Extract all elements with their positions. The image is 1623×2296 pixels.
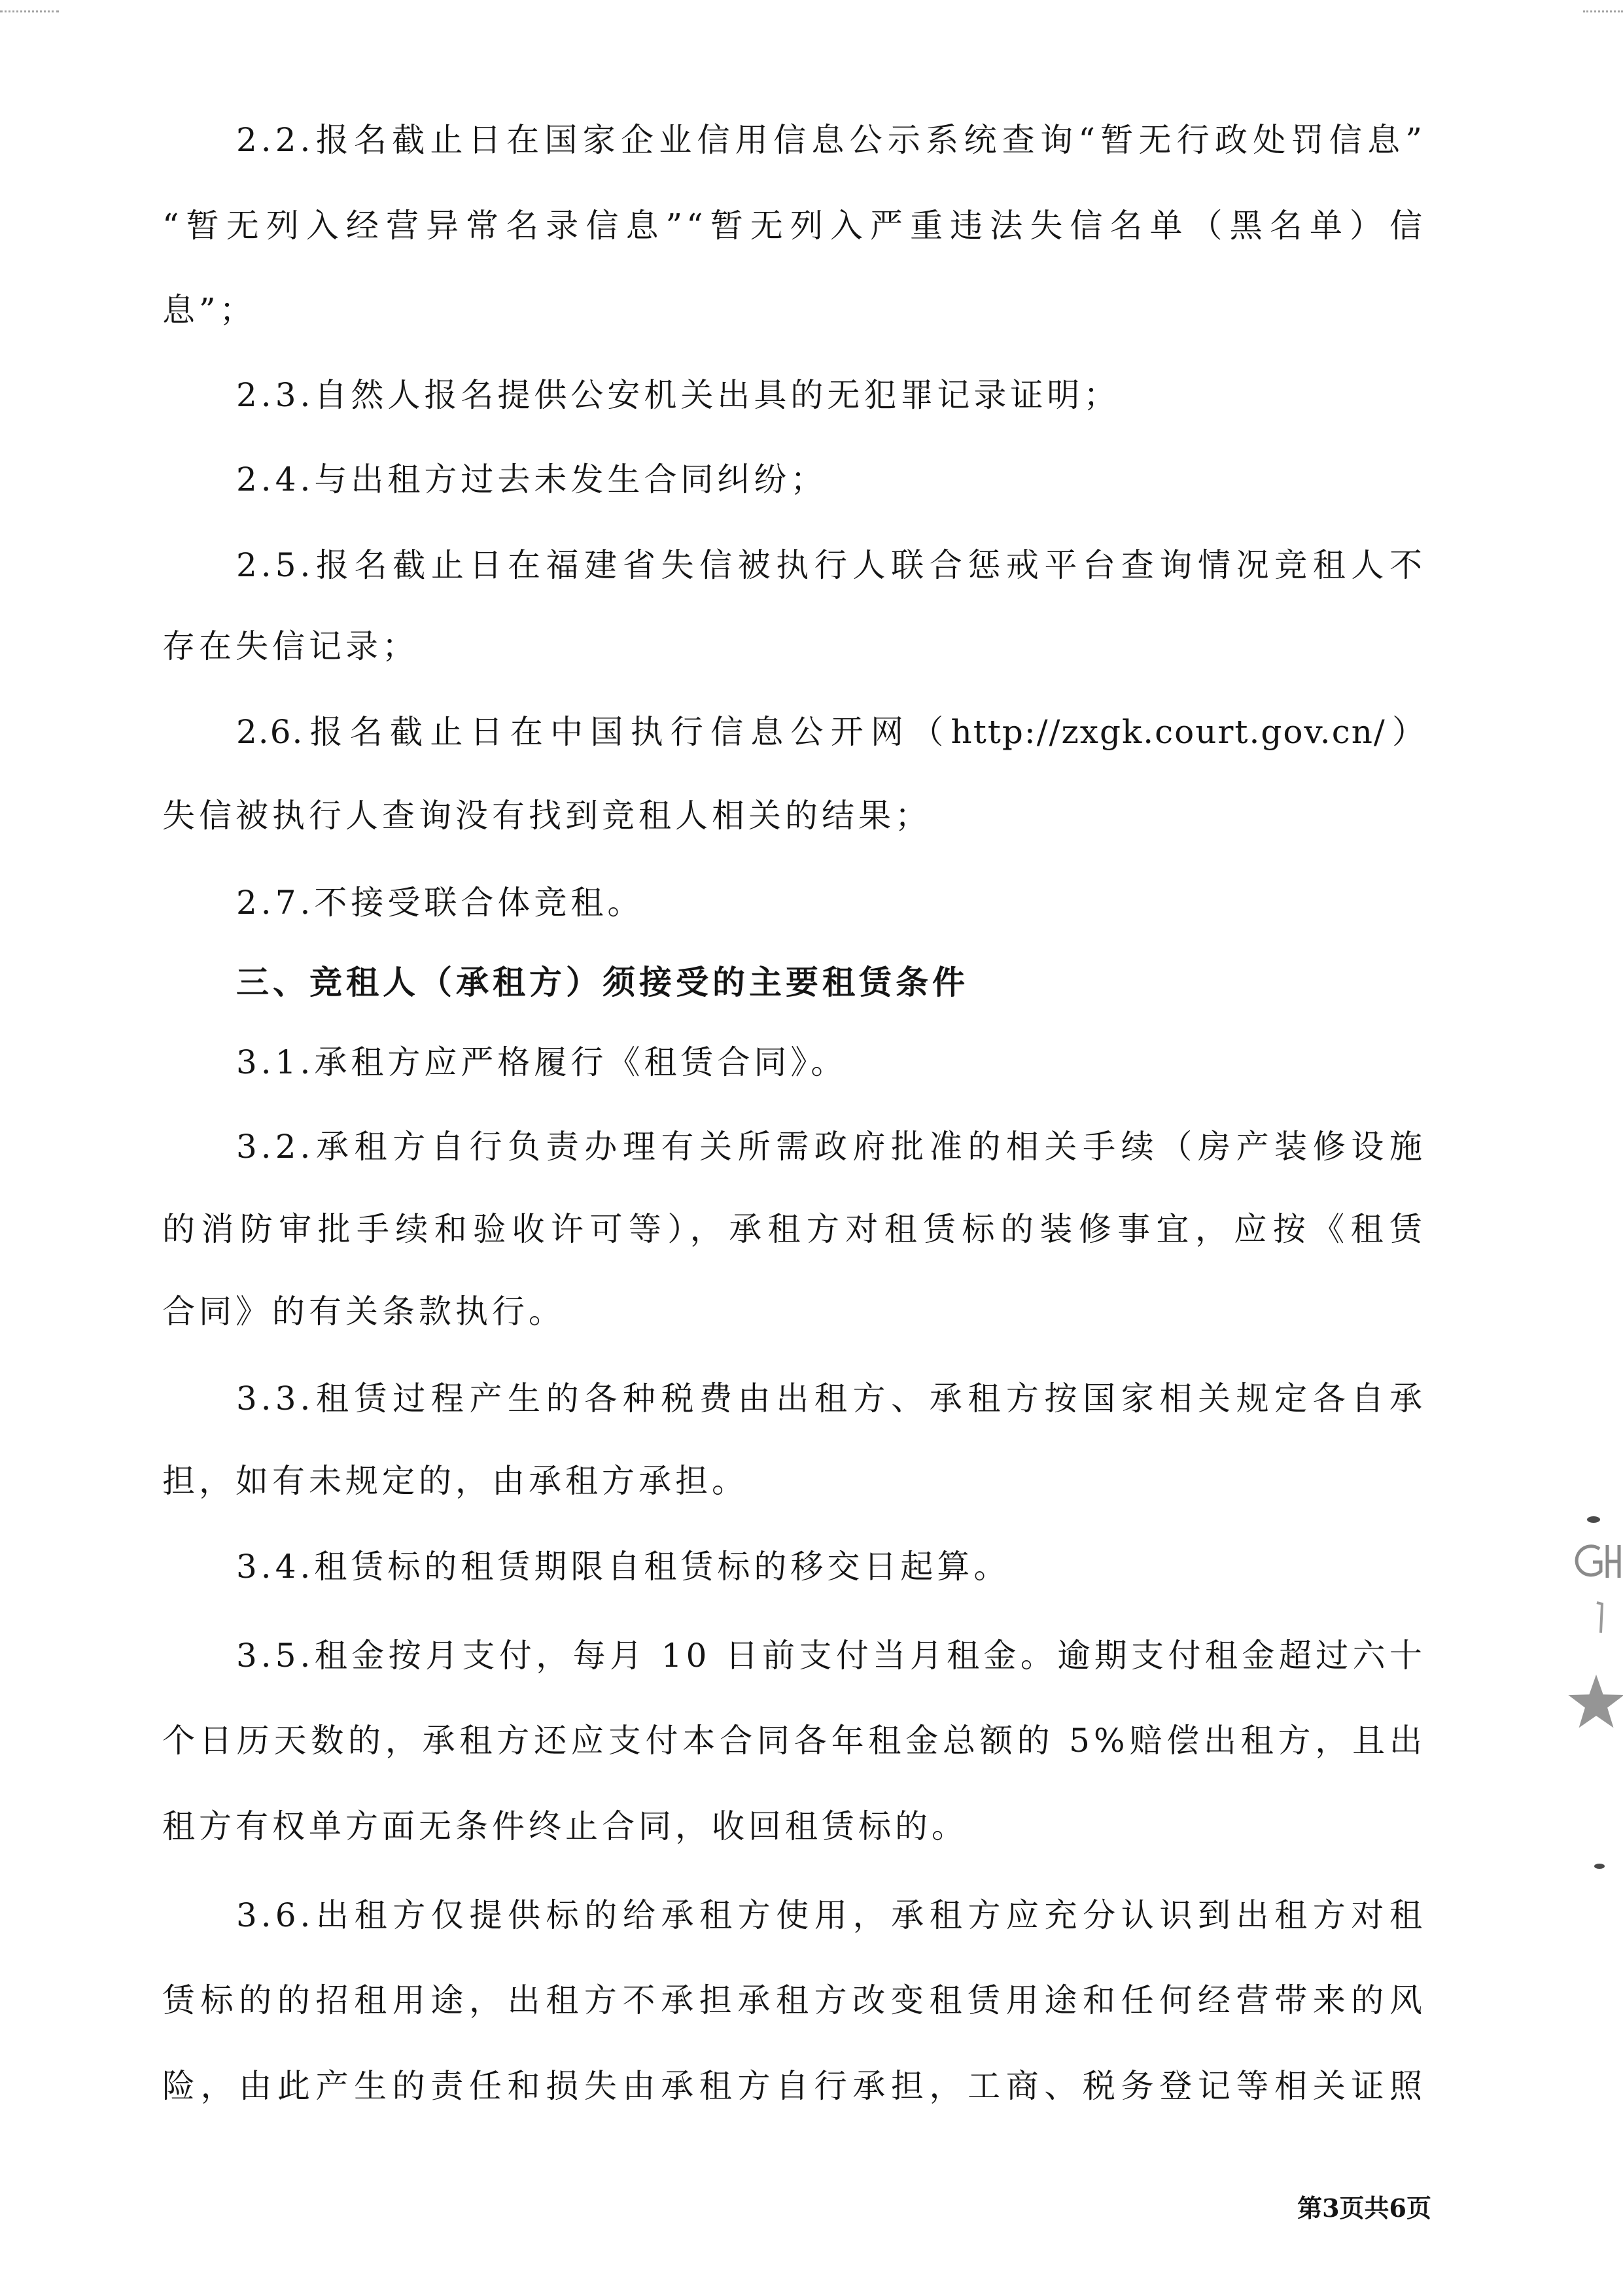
clause-2-2-line-1: 2.2.报名截止日在国家企业信用信息公示系统查询“暂无行政处罚信息” [236, 121, 1426, 159]
seal-fragment-graphic [1567, 1505, 1623, 1884]
clause-2-6-line-2: 失信被执行人查询没有找到竞租人相关的结果； [162, 797, 932, 835]
clause-3-1: 3.1.承租方应严格履行《租赁合同》。 [236, 1043, 848, 1081]
clause-3-5-line-3: 租方有权单方面无条件终止合同，收回租赁标的。 [162, 1807, 968, 1845]
scan-artifact-right [1583, 10, 1623, 12]
clause-3-3-line-1: 3.3.租赁过程产生的各种税费由出租方、承租方按国家相关规定各自承 [236, 1380, 1426, 1418]
scan-artifact-left [0, 10, 59, 12]
clause-3-5-line-1: 3.5.租金按月支付，每月 10 日前支付当月租金。逾期支付租金超过六十 [236, 1637, 1426, 1675]
section-3-heading: 三、竞租人（承租方）须接受的主要租赁条件 [236, 963, 969, 1001]
page-number: 第3页共6页 [1297, 2193, 1431, 2223]
seal-mark-top [1587, 1516, 1600, 1523]
clause-3-6-line-3: 险，由此产生的责任和损失由承租方自行承担，工商、税务登记等相关证照 [162, 2067, 1426, 2105]
clause-2-5-line-1: 2.5.报名截止日在福建省失信被执行人联合惩戒平台查询情况竞租人不 [236, 546, 1426, 584]
clause-3-2-line-2: 的消防审批手续和验收许可等），承租方对租赁标的装修事宜，应按《租赁 [162, 1210, 1426, 1248]
seal-letter-g [1577, 1546, 1601, 1575]
seal-stroke [1597, 1603, 1602, 1633]
clause-3-3-line-2: 担，如有未规定的，由承租方承担。 [162, 1462, 748, 1500]
clause-2-4: 2.4.与出租方过去未发生合同纠纷； [236, 461, 828, 498]
clause-3-6-line-2: 赁标的的招租用途，出租方不承担承租方改变租赁用途和任何经营带来的风 [162, 1981, 1426, 2019]
seal-mark-bottom [1594, 1864, 1605, 1869]
clause-3-5-line-2: 个日历天数的，承租方还应支付本合同各年租金总额的 5%赔偿出租方，且出 [162, 1722, 1426, 1760]
clause-2-2-line-2: “暂无列入经营异常名录信息”“暂无列入严重违法失信名单（黑名单）信 [162, 207, 1426, 245]
clause-2-7: 2.7.不接受联合体竞租。 [236, 884, 644, 922]
clause-2-3: 2.3.自然人报名提供公安机关出具的无犯罪记录证明； [236, 376, 1121, 414]
clause-3-2-line-3: 合同》的有关条款执行。 [162, 1293, 565, 1331]
seal-fragment [1567, 1505, 1623, 1884]
clause-2-6-line-1: 2.6.报名截止日在中国执行信息公开网（http://zxgk.court.gov.cn/） [236, 713, 1426, 751]
clause-3-4: 3.4.租赁标的租赁期限自租赁标的移交日起算。 [236, 1548, 1011, 1586]
clause-2-2-line-3: 息”； [162, 291, 256, 329]
seal-star-icon [1568, 1675, 1623, 1728]
clause-3-2-line-1: 3.2.承租方自行负责办理有关所需政府批准的相关手续（房产装修设施 [236, 1128, 1426, 1166]
seal-letter-h [1607, 1545, 1619, 1578]
clause-2-5-line-2: 存在失信记录； [162, 627, 419, 665]
clause-3-6-line-1: 3.6.出租方仅提供标的给承租方使用，承租方应充分认识到出租方对租 [236, 1896, 1426, 1934]
